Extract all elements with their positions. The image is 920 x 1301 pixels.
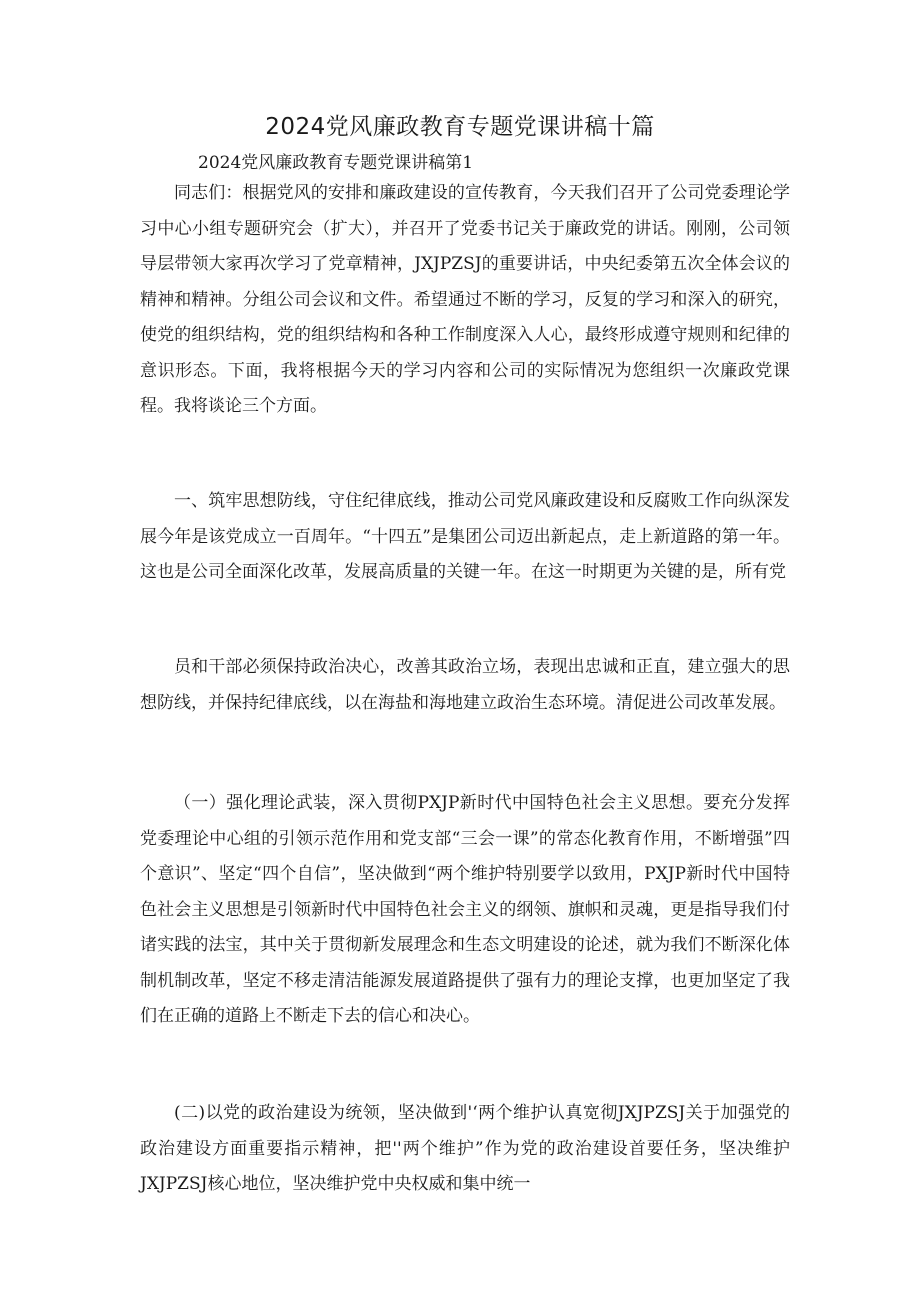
- paragraph-intro: 同志们：根据党风的安排和廉政建设的宣传教育，今天我们召开了公司党委理论学习中心小组专题研究会（扩大），并召开了党委书记关于廉政党的讲话。刚刚，公司领导层带领大家再次学习了党章精神，JXJPZSJ的重要讲话，中央纪委第五次全体会议的精神和精神。分组公司会议和文件。希望通过不断的学习，反复的学习和深入的研究，使党的组织结构，党的组织结构和各种工作制度深入人心，最终形成遵守规则和纪律的意识形态。下面，我将根据今天的学习内容和公司的实际情况为您组织一次廉政党课程。我将谈论三个方面。: [140, 183, 790, 416]
- paragraph-subsection-one: （一）强化理论武装，深入贯彻PXJP新时代中国特色社会主义思想。要充分发挥党委理论中心组的引领示范作用和党支部“三会一课”的常态化教育作用，不断增强”四个意识”、坚定“四个自信”，坚决做到“两个维护特别要学以致用，PXJP新时代中国特色社会主义思想是引领新时代中国特色社会主义的纲领、旗帜和灵魂，更是指导我们付诸实践的法宝，其中关于贯彻新发展理念和生态文明建设的论述，就为我们不断深化体制机制改革，坚定不移走清洁能源发展道路提供了强有力的理论支撑，也更加坚定了我们在正确的道路上不断走下去的信心和决心。: [140, 793, 790, 1026]
- paragraph-section-one-continued: 员和干部必须保持政治决心，改善其政治立场，表现出忠诚和正直，建立强大的思想防线，并保持纪律底线，以在海盐和海地建立政治生态环境。清促进公司改革发展。: [140, 657, 790, 713]
- document-subtitle: 2024党风廉政教育专题党课讲稿第1: [198, 153, 474, 173]
- paragraph-section-one: 一、筑牢思想防线，守住纪律底线，推动公司党风廉政建设和反腐败工作向纵深发展今年是该党成立一百周年。“十四五”是集团公司迈出新起点，走上新道路的第一年。这也是公司全面深化改革，发展高质量的关键一年。在这一时期更为关键的是，所有党: [140, 491, 790, 582]
- document-title: 2024党风廉政教育专题党课讲稿十篇: [265, 114, 655, 140]
- paragraph-subsection-two: (二)以党的政治建设为统领，坚决做到'‘两个维护认真宽彻JXJPZSJ关于加强党的政治建设方面重要指示精神，把''两个维护”作为党的政治建设首要任务，坚决维护JXJPZSJ核心地位，坚决维护党中央权威和集中统一: [140, 1103, 790, 1194]
